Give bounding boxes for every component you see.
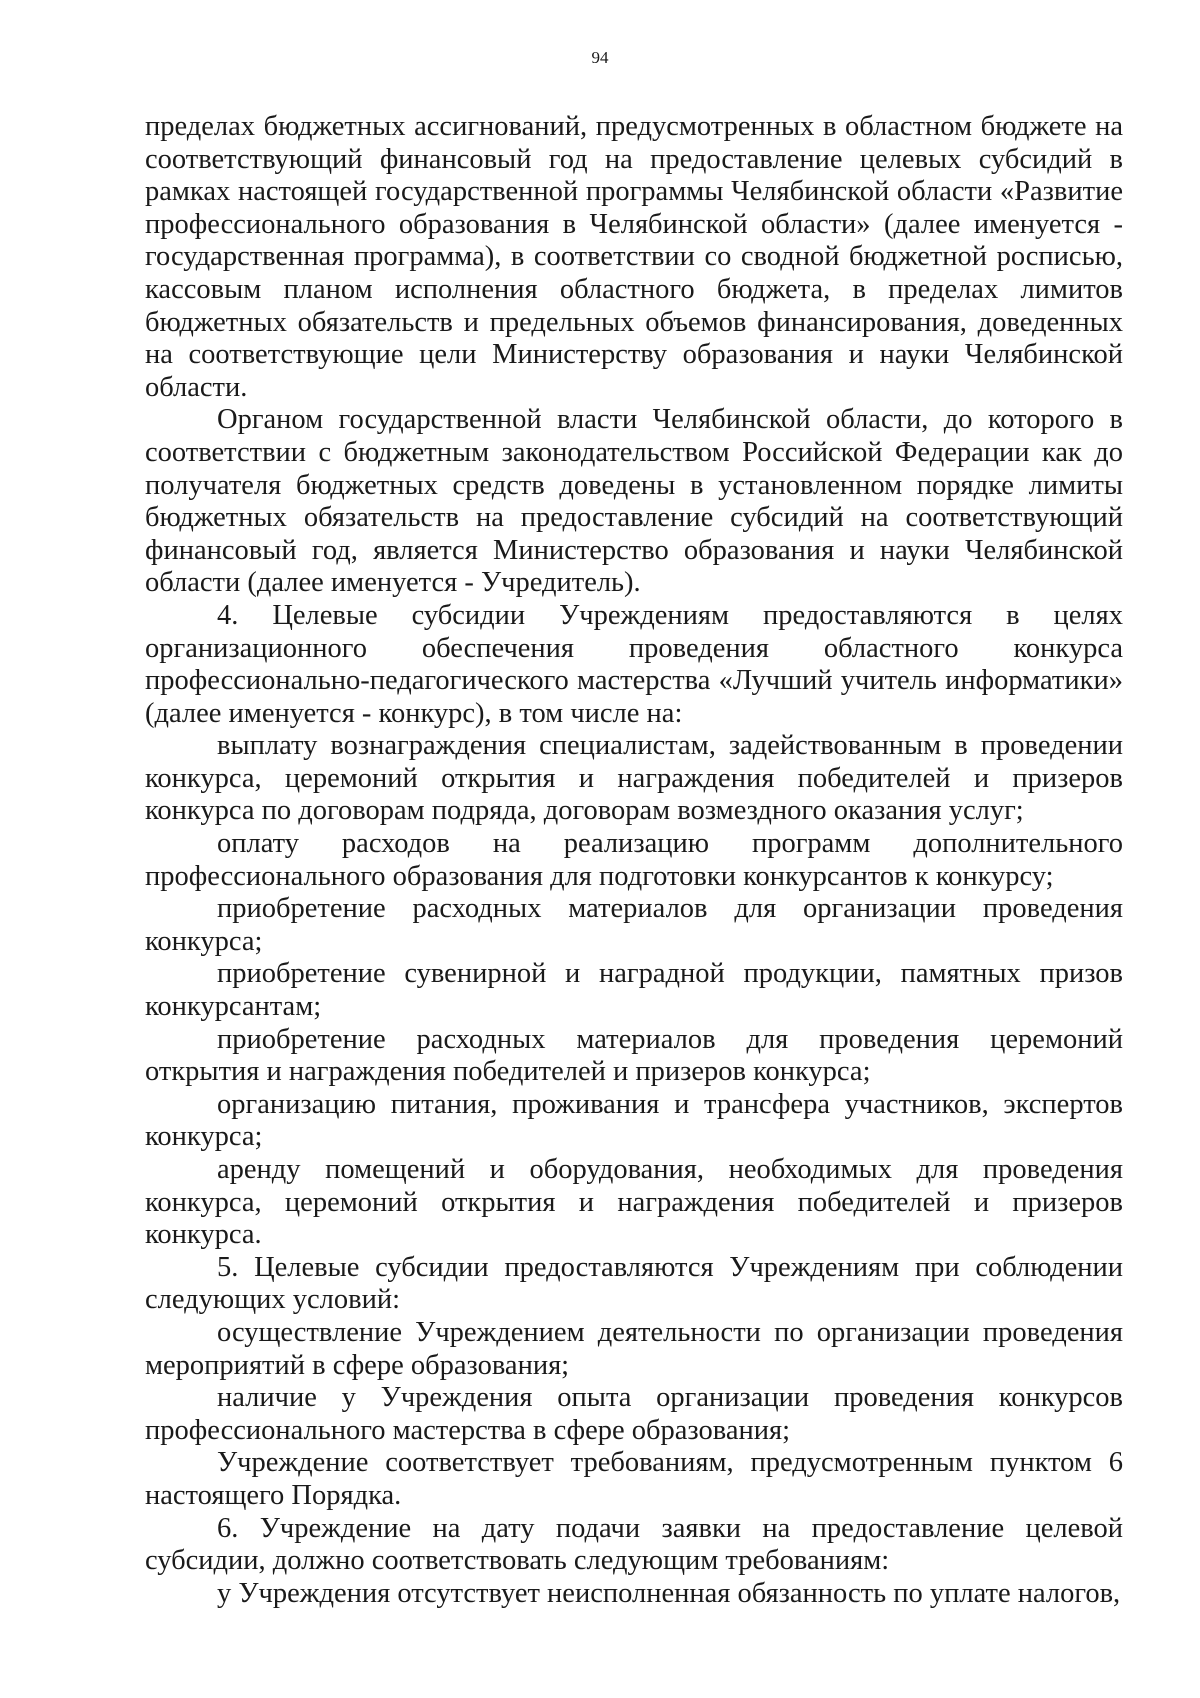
- list-item-condition-activity: осуществление Учреждением деятельности по организации проведения мероприятий в сфере образования;: [145, 1316, 1123, 1381]
- paragraph-item-5-conditions: 5. Целевые субсидии предоставляются Учреждениям при соблюдении следующих условий:: [145, 1251, 1123, 1316]
- list-item-premises-rental: аренду помещений и оборудования, необходимых для проведения конкурса, церемоний открытия и награждения победителей и призеров конкурса.: [145, 1154, 1123, 1251]
- list-item-specialist-remuneration: выплату вознаграждения специалистам, задействованным в проведении конкурса, церемоний открытия и награждения победителей и призеров конкурса по договорам подряда, договорам возмездного оказания услуг;: [145, 730, 1123, 827]
- list-item-consumables-organization: приобретение расходных материалов для организации проведения конкурса;: [145, 893, 1123, 957]
- paragraph-item-4-purposes: 4. Целевые субсидии Учреждениям предоставляются в целях организационного обеспечения проведения областного конкурса профессионально-педагогического мастерства «Лучший учитель информатики» (далее именуется - конкурс), в том числе на:: [145, 599, 1123, 729]
- list-item-ceremony-materials: приобретение расходных материалов для проведения церемоний открытия и награждения победителей и призеров конкурса;: [145, 1023, 1123, 1088]
- paragraph-founder-authority: Органом государственной власти Челябинской области, до которого в соответствии с бюджетным законодательством Российской Федерации как до получателя бюджетных средств доведены в установленном порядке лимиты бюджетных обязательств на предоставление субсидий на соответствующий финансовый год, является Министерство образования и науки Челябинской области (далее именуется - Учредитель).: [145, 404, 1123, 599]
- paragraph-item-6-requirements: 6. Учреждение на дату подачи заявки на предоставление целевой субсидии, должно соответствовать следующим требованиям:: [145, 1512, 1123, 1577]
- list-item-no-tax-debt: у Учреждения отсутствует неисполненная обязанность по уплате налогов,: [217, 1577, 1121, 1609]
- page-number: 94: [591, 48, 609, 67]
- list-item-condition-requirements: Учреждение соответствует требованиям, предусмотренным пунктом 6 настоящего Порядка.: [145, 1447, 1123, 1511]
- list-item-education-programs: оплату расходов на реализацию программ дополнительного профессионального образования для подготовки конкурсантов к конкурсу;: [145, 828, 1123, 892]
- list-item-souvenirs-prizes: приобретение сувенирной и наградной продукции, памятных призов конкурсантам;: [145, 958, 1123, 1023]
- paragraph-budget-allocations: пределах бюджетных ассигнований, предусмотренных в областном бюджете на соответствующий финансовый год на предоставление целевых субсидий в рамках настоящей государственной программы Челябинской области «Развитие профессионального образования в Челябинской области» (далее именуется - государственная программа), в соответствии со сводной бюджетной росписью, кассовым планом исполнения областного бюджета, в пределах лимитов бюджетных обязательств и предельных объемов финансирования, доведенных на соответствующие цели Министерству образования и науки Челябинской области.: [145, 111, 1123, 403]
- list-item-condition-experience: наличие у Учреждения опыта организации проведения конкурсов профессионального мастерства в сфере образования;: [145, 1382, 1123, 1446]
- document-body: [145, 111, 1123, 1610]
- list-item-catering-accommodation: организацию питания, проживания и трансфера участников, экспертов конкурса;: [145, 1088, 1123, 1153]
